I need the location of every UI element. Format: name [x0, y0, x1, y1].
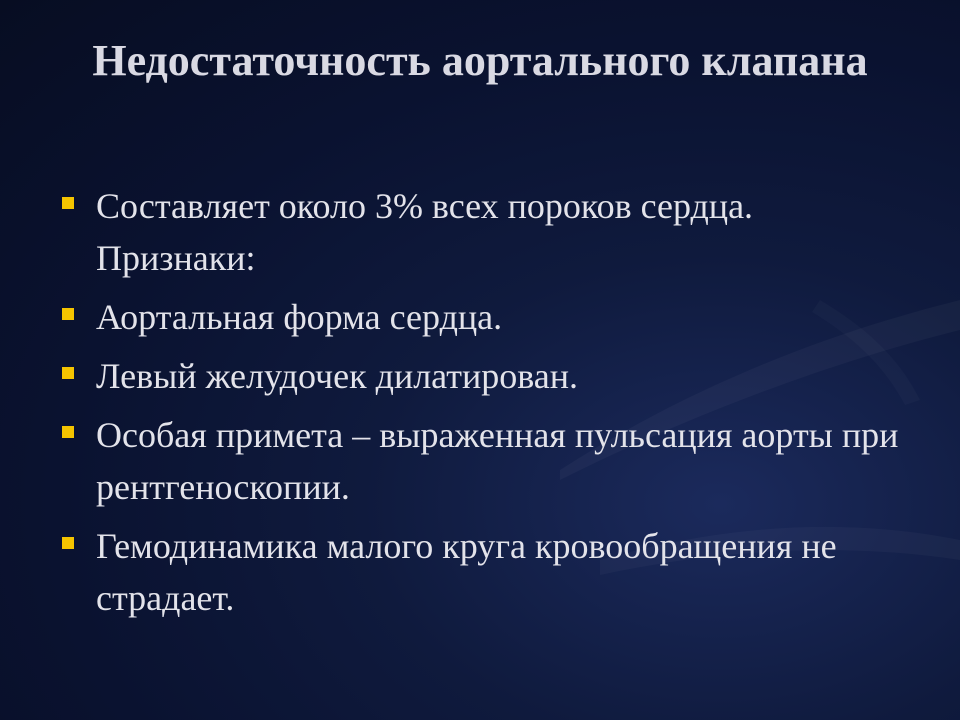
bullet-text: Левый желудочек дилатирован. — [96, 356, 578, 396]
yellow-square-bullet-icon — [62, 426, 74, 438]
bullet-list — [58, 180, 908, 631]
yellow-square-bullet-icon — [62, 197, 74, 209]
bullet-item — [58, 291, 908, 343]
bullet-item — [58, 350, 908, 402]
yellow-square-bullet-icon — [62, 367, 74, 379]
bullet-text: Аортальная форма сердца. — [96, 297, 503, 337]
bullet-item — [58, 520, 908, 624]
bullet-text: Особая примета – выраженная пульсация аорты при рентгеноскопии. — [96, 415, 899, 507]
bullet-item — [58, 180, 908, 284]
bullet-item — [58, 409, 908, 513]
bullet-text: Гемодинамика малого круга кровообращения не страдает. — [96, 526, 837, 618]
bullet-text: Составляет около 3% всех пороков сердца. Признаки: — [96, 186, 754, 278]
slide-title: Недостаточность аортального клапана — [92, 36, 868, 85]
yellow-square-bullet-icon — [62, 308, 74, 320]
yellow-square-bullet-icon — [62, 537, 74, 549]
